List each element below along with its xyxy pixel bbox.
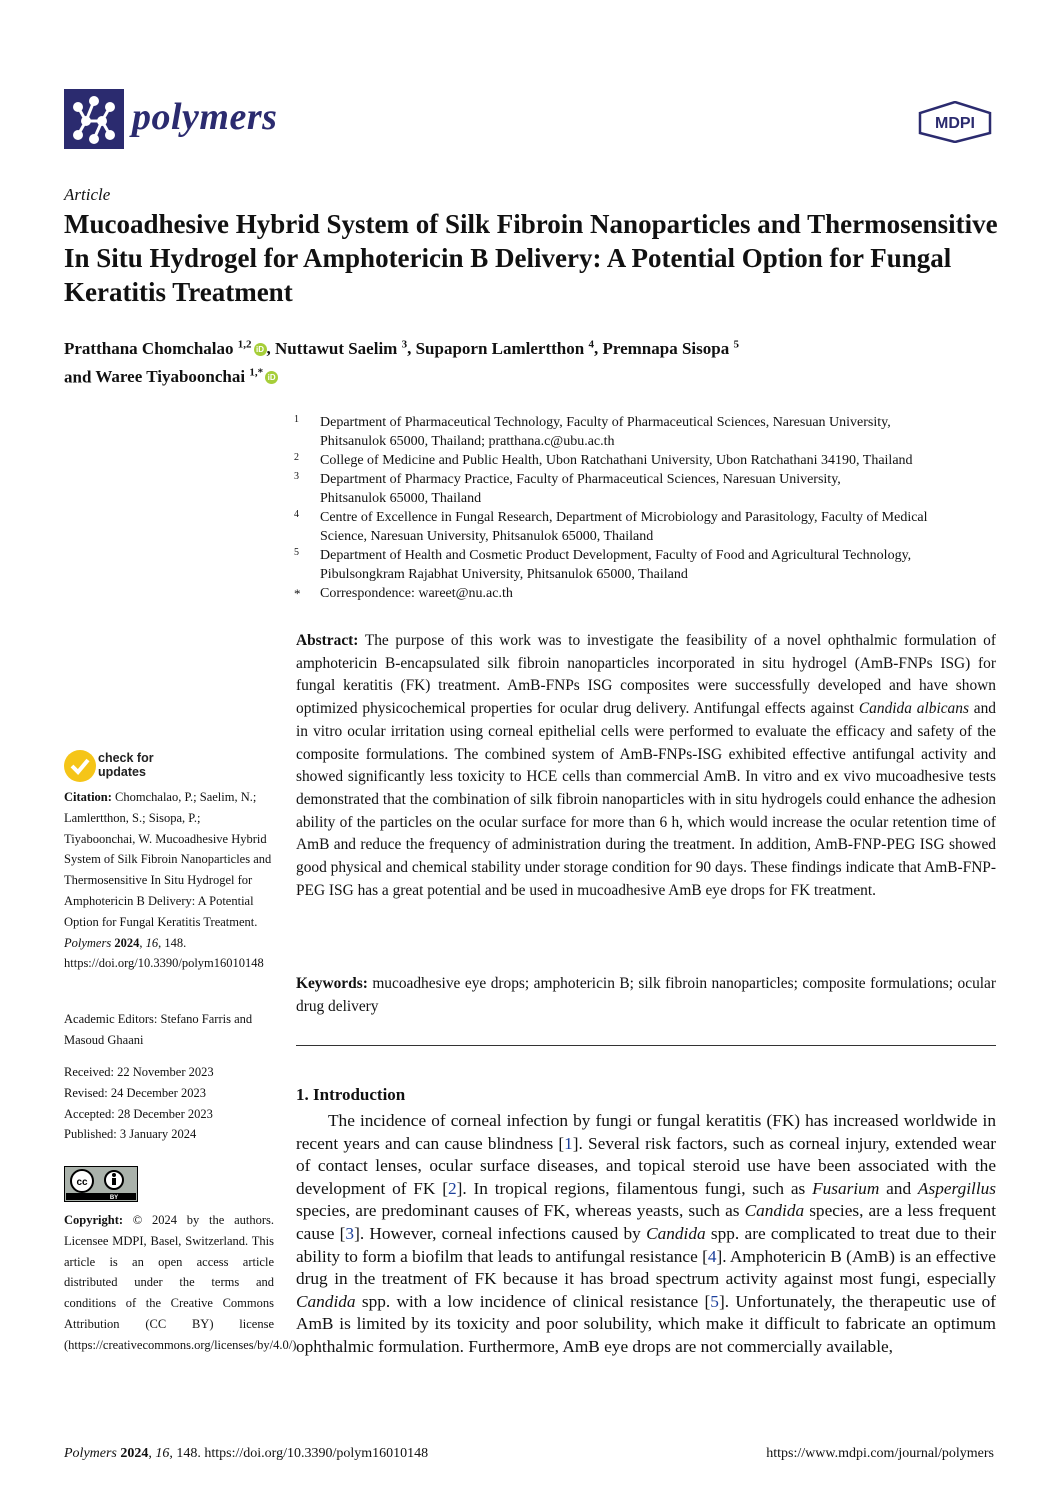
affiliation-number: 3 — [294, 471, 299, 482]
ref-link[interactable]: 4 — [707, 1246, 717, 1266]
ref-link[interactable]: 3 — [345, 1223, 355, 1243]
author-list: Pratthana Chomchalao $^{1,2}$ iD , Nuttawut Saelim $^3$, Supaporn Lamlertthon $^4$, Premnapa Sisopa $^5$ and Waree Tiyaboonchai $^{1,*}$ iD — [64, 338, 739, 387]
orcid-icon[interactable]: iD — [265, 371, 278, 384]
abstract-label: Abstract: — [296, 632, 359, 649]
date-received: Received: 22 November 2023 — [64, 1065, 214, 1079]
section-heading-introduction: 1. Introduction — [296, 1085, 406, 1104]
author-name[interactable]: Pratthana Chomchalao $^{1,2}$ iD — [64, 339, 267, 358]
citation: Citation: Chomchalao, P.; Saelim, N.; Lamlertthon, S.; Sisopa, P.; Tiyaboonchai, W. Mucoadhesive Hybrid System of Silk Fibroin Nanoparticles and Thermosensitive In Situ Hydrogel for Amphotericin B Delivery: A Potential Option for Fungal Keratitis Treatment. Polymers 2024, 16, 148. https://doi.org/10.3390/polym16010148 — [64, 790, 272, 971]
article-type: Article — [64, 185, 111, 204]
introduction-paragraph: The incidence of corneal infection by fungi or fungal keratitis (FK) has increased worldwide in recent years and can cause blindness [1]. Several risk factors, such as corneal injury, extended wear of contact lenses, ocular surface diseases, and topical steroid use have been associated with the development of FK [2]. In tropical regions, filamentous fungi, such as Fusarium and Aspergillus species, are predominant causes of FK, whereas yeasts, such as Candida species, are a less frequent cause [3]. However, corneal infections caused by Candida spp. are complicated to treat due to their ability to form a biofilm that leads to antifungal resistance [4]. Amphotericin B (AmB) is an effective drug in the treatment of FK because it has broad spectrum activity against most fungi, especially Candida spp. with a low incidence of clinical resistance [5]. Unfortunately, the therapeutic use of AmB is limited by its toxicity and poor solubility, which make it difficult to fabricate an optimum ophthalmic formulation. Furthermore, AmB eye drops are not commercially available, — [296, 1111, 997, 1356]
keywords-label: Keywords: — [296, 975, 368, 992]
polymers-logo-icon — [64, 89, 124, 149]
check-for-updates-label[interactable]: check for updates — [98, 751, 154, 779]
ref-link[interactable]: 5 — [710, 1291, 719, 1311]
publication-dates — [64, 1062, 274, 1145]
mdpi-logo-text: MDPI — [935, 115, 975, 132]
divider — [296, 1045, 996, 1046]
date-published: Published: 3 January 2024 — [64, 1127, 197, 1142]
paper-title: Mucoadhesive Hybrid System of Silk Fibroin Nanoparticles and Thermosensitive In Situ Hydrogel for Amphotericin B Delivery: A Potential Option for Fungal Keratitis Treatment — [64, 209, 998, 307]
journal-name: polymers — [132, 96, 278, 138]
footer-journal-url[interactable]: https://www.mdpi.com/journal/polymers — [766, 1446, 994, 1461]
author-name[interactable]: Nuttawut Saelim $^3$ — [275, 338, 408, 358]
abstract-text-2: and in vitro ocular irritation using corneal epithelial cells were performed to evaluate the efficacy and safety of the composite formulations. The combined system of AmB-FNPs-ISG exhibited effective antifungal activity and showed significantly less toxicity to HCE cells than commercial AmB. In vitro and ex vivo mucoadhesive tests demonstrated that the combination of silk fibroin nanoparticles with in situ hydrogels could enhance the adhesion ability of the particles on the ocular surface for more than 6 h, which would increase the ocular retention time of AmB and reduce the frequency of administration during the treatment. In addition, AmB-FNP-PEG ISG showed good physical and chemical stability under storage condition for 90 days. These findings indicate that AmB-FNP-PEG ISG has a great potential and be used in mucoadhesive AmB eye drops for FK treatment. — [296, 700, 996, 899]
affiliation-item: 3 Department of Pharmacy Practice, Faculty of Pharmaceutical Sciences, Naresuan University, Phitsanulok 65000, Thailand — [292, 470, 1002, 508]
author-affiliation-marker: 5 — [733, 338, 739, 350]
footer-citation: Polymers 2024, 16, 148. https://doi.org/10.3390/polym16010148 — [64, 1446, 429, 1461]
affiliation-item: 1 Department of Pharmaceutical Technology, Faculty of Pharmaceutical Sciences, Naresuan University, Phitsanulok 65000, Thailand; pratthana.c@ubu.ac.th — [292, 413, 1002, 451]
academic-editors: Academic Editors: Stefano Farris and Masoud Ghaani — [64, 1012, 253, 1047]
author-name[interactable]: Waree Tiyaboonchai $^{1,*}$ iD — [95, 367, 278, 386]
cc-by-label: BY — [109, 1195, 119, 1201]
author-name[interactable]: Supaporn Lamlertthon $^4$ — [415, 338, 594, 358]
abstract — [296, 630, 996, 902]
date-revised: Revised: 24 December 2023 — [64, 1085, 206, 1100]
affiliation-item: 2 College of Medicine and Public Health, Ubon Ratchathani University, Ubon Ratchathani 34190, Thailand — [292, 451, 1002, 470]
abstract-italic: Candida albicans — [858, 700, 969, 718]
author-affiliation-marker: 4 — [588, 338, 594, 350]
affiliation-number: 1 — [294, 414, 299, 425]
author-affiliation-marker: 1,* — [249, 366, 264, 379]
affiliations — [292, 413, 1002, 603]
author-name[interactable]: Premnapa Sisopa $^5$ — [602, 338, 739, 358]
affiliation-number: * — [294, 586, 301, 601]
svg-text:cc: cc — [76, 1177, 88, 1188]
author-affiliation-marker: 3 — [401, 338, 408, 350]
cc-by-license-icon[interactable] — [64, 1166, 138, 1202]
ref-link[interactable]: 1 — [564, 1133, 573, 1153]
affiliation-number: 4 — [294, 509, 299, 520]
affiliation-number: 2 — [294, 452, 299, 463]
orcid-icon[interactable]: iD — [254, 343, 267, 356]
abstract-text-1: The purpose of this work was to investigate the feasibility of a novel ophthalmic formulation of amphotericin B-encapsulated silk fibroin nanoparticles incorporated in situ hydrogel (AmB-FNPs ISG) for fungal keratitis (FK) treatment. AmB-FNPs ISG composites were successfully developed and have shown optimized physicochemical properties for ocular drug delivery. Antifungal effects against — [296, 632, 996, 718]
copyright-notice: Copyright: © 2024 by the authors. Licensee MDPI, Basel, Switzerland. This article is an open access article distributed under the terms and conditions of the Creative Commons Attribution (CC BY) license (https://creativecommons.org/licenses/by/4.0/). — [64, 1213, 300, 1352]
affiliation-item: 5 Department of Health and Cosmetic Product Development, Faculty of Food and Agricultural Technology, Pibulsongkram Rajabhat University, Phitsanulok 65000, Thailand — [292, 546, 1002, 584]
affiliation-item: * Correspondence: wareet@nu.ac.th — [294, 586, 513, 601]
affiliation-number: 5 — [294, 547, 299, 558]
affiliation-item: 4 Centre of Excellence in Fungal Research, Department of Microbiology and Parasitology, Faculty of Medical Science, Naresuan University, Phitsanulok 65000, Thailand — [292, 508, 1002, 546]
mdpi-logo-icon — [918, 101, 992, 143]
date-accepted: Accepted: 28 December 2023 — [64, 1106, 213, 1121]
keywords — [296, 973, 996, 1018]
author-affiliation-marker: 1,2 — [237, 338, 252, 350]
ref-link[interactable]: 2 — [447, 1178, 457, 1198]
keywords-text: mucoadhesive eye drops; amphotericin B; silk fibroin nanoparticles; composite formulations; ocular drug delivery — [296, 975, 996, 1015]
